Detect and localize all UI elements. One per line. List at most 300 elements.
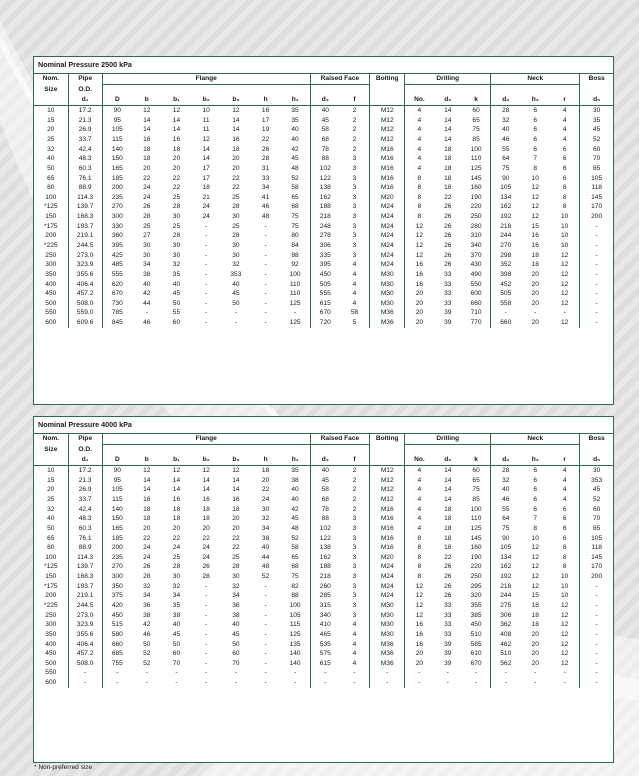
table-cell: 25	[232, 193, 240, 201]
table-cell: 14	[232, 486, 240, 494]
table-cell: -	[264, 299, 267, 307]
table-cell: 270	[102, 202, 132, 212]
table-cell: 32	[47, 145, 55, 153]
table-cell: 6	[562, 505, 567, 513]
table-cell: 33.7	[68, 495, 102, 505]
table-cell: 12	[561, 630, 569, 638]
table-cell: 8	[562, 563, 567, 571]
table-cell: 48	[291, 524, 299, 532]
table-cell: -	[370, 678, 405, 688]
table-cell: 34	[261, 184, 270, 192]
table-cell: 100	[45, 553, 57, 561]
table-cell: 6	[562, 174, 567, 182]
table-cell: 14	[444, 126, 452, 134]
table-cell: M12	[370, 485, 405, 495]
table-row	[34, 591, 613, 601]
table-cell: 2	[352, 505, 357, 513]
table-cell: 28	[232, 232, 240, 240]
header-blank	[162, 445, 192, 456]
table-cell: 46	[143, 319, 151, 327]
table-cell: 34	[172, 592, 181, 600]
table-cell: -	[205, 659, 208, 667]
table-cell: 10	[47, 467, 55, 475]
table-cell: 70	[232, 659, 240, 667]
table-cell: -	[580, 251, 613, 261]
table-cell: 190	[470, 553, 482, 561]
table-cell: -	[405, 678, 434, 688]
header-blank	[491, 85, 521, 96]
table-cell: 20	[531, 630, 539, 638]
table-cell: 39	[444, 659, 452, 667]
table-cell: 10	[561, 222, 569, 230]
table-cell: 17.2	[68, 466, 102, 476]
column-header: f	[340, 95, 370, 106]
table-cell: 32	[143, 582, 151, 590]
table-cell: 25	[172, 553, 181, 561]
table-cell: 3	[352, 213, 357, 221]
table-cell: 16	[172, 135, 181, 143]
table-cell: 30	[172, 213, 181, 221]
table-cell: 18	[444, 174, 452, 182]
table-cell: 14	[444, 116, 452, 124]
table-cell: 18	[531, 621, 539, 629]
column-header: d₂	[433, 95, 462, 106]
table-cell: 670	[470, 659, 482, 667]
table-cell: 3	[352, 241, 357, 249]
table-cell: 562	[491, 659, 521, 669]
table-cell: M16	[370, 505, 405, 515]
table-cell: 200	[580, 572, 613, 582]
column-header: d₄	[310, 455, 340, 466]
table-cell: 20	[405, 659, 434, 669]
table-row	[34, 106, 613, 116]
table-row	[34, 241, 613, 251]
table-cell: 4	[405, 495, 434, 505]
table-cell: M24	[370, 251, 405, 261]
table-cell: 18	[444, 534, 452, 542]
table-cell: 10	[561, 592, 569, 600]
table-cell: 248	[310, 222, 340, 232]
table-row	[34, 630, 613, 640]
table-cell: 4	[562, 467, 567, 475]
table-cell: 33	[444, 601, 452, 609]
table-cell: 75	[472, 486, 480, 494]
column-header: h₂	[520, 455, 550, 466]
header-blank	[370, 85, 405, 96]
table-cell: 20	[47, 126, 55, 134]
table-cell: 34	[232, 592, 240, 600]
table-cell: 3	[352, 232, 357, 240]
table-cell: 36	[143, 601, 151, 609]
table-cell: 200	[102, 183, 132, 193]
table-row	[34, 289, 613, 299]
table-cell: -	[310, 668, 340, 678]
table-cell: 18	[202, 184, 210, 192]
table-cell: 20	[531, 319, 539, 327]
table-row	[34, 193, 613, 203]
table-cell: 18	[531, 611, 539, 619]
table-cell: 45	[310, 116, 340, 126]
table-cell: 39	[444, 650, 452, 658]
table-cell: 4	[352, 261, 357, 269]
table-cell: 20	[531, 270, 539, 278]
table-cell: 7	[533, 155, 538, 163]
table-cell: 8	[405, 173, 434, 183]
column-header: b₃	[221, 95, 251, 106]
table-row	[34, 116, 613, 126]
table-cell: 31	[261, 164, 270, 172]
table-cell: 18	[444, 544, 452, 552]
table-cell: -	[353, 679, 356, 687]
table-cell: 30	[232, 573, 240, 581]
table-cell: -	[102, 678, 132, 688]
table-cell: 145	[580, 553, 613, 563]
table-cell: -	[205, 592, 208, 600]
table-cell: 8	[533, 524, 538, 532]
header-blank	[162, 85, 192, 96]
table-cell: *225	[44, 241, 58, 249]
table-cell: 20	[405, 299, 434, 309]
table-cell: 4	[352, 640, 357, 648]
table-cell: 26	[444, 573, 452, 581]
column-header: d₅	[580, 95, 613, 106]
table-cell: 370	[470, 251, 482, 259]
table-cell: 12	[405, 231, 434, 241]
header-blank	[520, 445, 550, 456]
table-cell: 18	[444, 164, 452, 172]
table-cell: -	[205, 290, 208, 298]
table-cell: 118	[580, 543, 613, 553]
table-row	[34, 485, 613, 495]
table-cell: M16	[370, 543, 405, 553]
table-cell: 52	[143, 659, 151, 667]
column-header: d₃	[491, 455, 521, 466]
table-cell: -	[145, 669, 148, 677]
table-cell: 20	[232, 524, 240, 532]
table-cell: 6	[562, 155, 567, 163]
table-cell: 165	[102, 524, 132, 534]
table-cell: 200	[102, 543, 132, 553]
table-cell: 12	[405, 611, 434, 621]
table-cell: -	[205, 280, 208, 288]
table-cell: 20	[405, 318, 434, 328]
table-cell: 16	[531, 232, 539, 240]
table-cell: 505	[310, 280, 340, 290]
table-cell: 38	[143, 611, 151, 619]
table-cell: 400	[45, 280, 57, 288]
table-cell: -	[580, 280, 613, 290]
table-cell: 14	[143, 476, 151, 484]
table-cell: 12	[202, 135, 210, 143]
table-panel-4000	[33, 416, 614, 763]
table-cell: 315	[310, 601, 340, 611]
column-header: r	[550, 455, 580, 466]
table-cell: -	[205, 640, 208, 648]
table-cell: 12	[172, 467, 181, 475]
table-cell: -	[205, 679, 208, 687]
table-cell: 32	[172, 261, 181, 269]
table-cell: 168.3	[68, 212, 102, 222]
table-cell: 8	[562, 203, 567, 211]
table-cell: 515	[102, 620, 132, 630]
table-cell: 340	[470, 241, 482, 249]
table-cell: 36	[232, 601, 240, 609]
table-cell: 6	[533, 495, 538, 503]
table-cell: 510	[491, 649, 521, 659]
table-cell: 33	[444, 290, 452, 298]
table-cell: 8	[405, 543, 434, 553]
column-header: d₅	[580, 455, 613, 466]
table-cell: 85	[580, 164, 613, 174]
table-cell: 188	[310, 202, 340, 212]
column-header: k	[462, 95, 491, 106]
table-row	[34, 202, 613, 212]
table-cell: M24	[370, 231, 405, 241]
table-cell: 16	[143, 495, 151, 503]
table-cell: 4	[352, 270, 357, 278]
table-cell: 22	[202, 534, 210, 542]
table-cell: M16	[370, 524, 405, 534]
table-cell: 139.7	[68, 202, 102, 212]
table-cell: -	[580, 668, 613, 678]
table-cell: M12	[370, 495, 405, 505]
table-row	[34, 183, 613, 193]
table-cell: 12	[531, 193, 539, 201]
column-header	[34, 455, 68, 466]
table-cell: 45	[232, 630, 240, 638]
table-cell: 21.3	[68, 116, 102, 126]
table-cell: 2	[352, 467, 357, 475]
table-cell: -	[264, 640, 267, 648]
table-cell: *175	[44, 582, 58, 590]
table-cell: 12	[561, 611, 569, 619]
table-cell: 20	[531, 290, 539, 298]
table-cell: 16	[531, 241, 539, 249]
table-cell: 122	[310, 173, 340, 183]
header-od: O.D.	[68, 445, 102, 456]
table-cell: -	[264, 659, 267, 667]
table-cell: -	[580, 630, 613, 640]
table-cell: 660	[102, 640, 132, 650]
table-cell: 20	[405, 308, 434, 318]
table-cell: 165	[102, 164, 132, 174]
table-cell: 250	[470, 213, 482, 221]
table-cell: 18	[531, 261, 539, 269]
table-cell: 33	[444, 611, 452, 619]
table-cell: 219.1	[68, 591, 102, 601]
table-cell: M24	[370, 582, 405, 592]
table-cell: 12	[143, 467, 151, 475]
header-size: Size	[44, 445, 58, 453]
table-cell: -	[293, 669, 297, 677]
table-cell: 340	[310, 611, 340, 621]
table-cell: 18	[444, 184, 452, 192]
table-cell: 12	[561, 659, 569, 667]
table-row	[34, 505, 613, 515]
table-cell: 20	[232, 515, 240, 523]
table-cell: 19	[261, 126, 270, 134]
table-cell: -	[264, 621, 267, 629]
table-cell: 450	[102, 611, 132, 621]
table-cell: 6	[533, 135, 538, 143]
table-cell: 22	[172, 174, 181, 182]
header-blank	[280, 85, 310, 96]
column-header	[370, 95, 405, 106]
table-cell: 21	[202, 193, 210, 201]
table-cell: 60.3	[68, 524, 102, 534]
table-cell: 14	[232, 126, 240, 134]
table-cell: 4	[562, 135, 567, 143]
table-cell: 76.1	[68, 173, 102, 183]
table-cell: M12	[370, 116, 405, 126]
table-cell: 65	[47, 174, 55, 182]
table-cell: 25	[172, 193, 181, 201]
table-cell: 2	[352, 476, 357, 484]
table-cell: 430	[470, 261, 482, 269]
table-cell: -	[264, 232, 267, 240]
table-cell: -	[264, 611, 267, 619]
table-cell: 219.1	[68, 231, 102, 241]
table-cell: 5	[352, 319, 357, 327]
table-cell: 40	[291, 126, 299, 134]
table-cell: 40	[491, 485, 521, 495]
table-cell: M24	[370, 202, 405, 212]
table-cell: 505	[491, 289, 521, 299]
table-cell: 12	[405, 601, 434, 611]
table-cell: 114.3	[68, 193, 102, 203]
table-cell: 26	[444, 261, 452, 269]
table-cell: 12	[561, 650, 569, 658]
column-header: No.	[405, 95, 434, 106]
table-cell: 14	[444, 476, 452, 484]
table-cell: M20	[370, 193, 405, 203]
table-cell: 16	[405, 270, 434, 280]
table-cell: 8	[405, 212, 434, 222]
table-cell: 12	[405, 251, 434, 261]
header-blank	[405, 85, 434, 96]
table-cell: 3	[352, 582, 357, 590]
table-cell: 10	[561, 582, 569, 590]
table-cell: M36	[370, 308, 405, 318]
table-cell: 6	[562, 534, 567, 542]
table-cell: 22	[143, 534, 151, 542]
table-cell: -	[205, 319, 208, 327]
table-cell: 3	[352, 534, 357, 542]
table-cell: 4	[352, 299, 357, 307]
table-cell: 406.4	[68, 640, 102, 650]
header-pipe: Pipe	[68, 74, 102, 85]
table-cell: 465	[310, 630, 340, 640]
table-cell: 24	[202, 203, 210, 211]
table-cell: 50	[172, 299, 181, 307]
table-cell: 14	[444, 107, 452, 115]
table-cell: -	[205, 222, 208, 230]
header-blank	[132, 445, 162, 456]
table-cell: 615	[310, 659, 340, 669]
table-cell: 145	[470, 534, 482, 542]
table-cell: 3	[352, 544, 357, 552]
table-cell: 22	[143, 174, 151, 182]
table-cell: 30	[232, 241, 240, 249]
table-cell: M16	[370, 183, 405, 193]
table-cell: 6	[533, 107, 538, 115]
table-cell: 244	[491, 591, 521, 601]
table-cell: 55	[491, 505, 521, 515]
table-cell: 150	[45, 573, 57, 581]
table-cell: 580	[102, 630, 132, 640]
table-cell: -	[491, 678, 521, 688]
table-cell: 4	[352, 280, 357, 288]
table-cell: -	[580, 601, 613, 611]
table-cell: 24	[261, 495, 270, 503]
table-cell: 40	[47, 515, 55, 523]
table-cell: 8	[405, 572, 434, 582]
header-blank	[433, 85, 462, 96]
table-cell: 3	[352, 203, 357, 211]
table-cell: 10	[561, 213, 569, 221]
table-cell: 620	[102, 280, 132, 290]
table-cell: 355	[470, 601, 482, 609]
table-cell: 162	[491, 202, 521, 212]
table-cell: 85	[580, 524, 613, 534]
header-blank	[462, 85, 491, 96]
table-cell: -	[68, 678, 102, 688]
table-cell: 84	[291, 241, 299, 249]
table-cell: 27	[143, 232, 151, 240]
header-boss: Boss	[580, 434, 613, 445]
table-cell: 14	[232, 476, 240, 484]
table-cell: 118	[580, 183, 613, 193]
table-cell: 6	[533, 145, 538, 153]
column-header: f	[340, 455, 370, 466]
table-cell: 270	[491, 241, 521, 251]
table-cell: 162	[491, 562, 521, 572]
table-cell: M30	[370, 270, 405, 280]
table-cell: 16	[405, 260, 434, 270]
table-cell: 450	[470, 621, 482, 629]
table-cell: 18	[444, 505, 452, 513]
table-cell: 140	[102, 145, 132, 155]
table-cell: 185	[102, 173, 132, 183]
header-blank	[221, 445, 251, 456]
table-cell: 508.0	[68, 659, 102, 669]
table-cell: 12	[531, 184, 539, 192]
table-cell: 14	[172, 116, 181, 124]
column-header: d₁	[68, 455, 102, 466]
table-cell: 260	[310, 582, 340, 592]
table-cell: -	[580, 620, 613, 630]
table-cell: 188	[310, 562, 340, 572]
table-cell: 4	[405, 476, 434, 486]
table-cell: 33	[261, 174, 270, 182]
table-row	[34, 476, 613, 486]
table-cell: 600	[470, 290, 482, 298]
table-cell: 18	[202, 505, 210, 513]
table-cell: -	[68, 668, 102, 678]
table-cell: 22	[444, 193, 452, 201]
table-cell: 14	[143, 486, 151, 494]
table-row	[34, 231, 613, 241]
table-cell: 18	[143, 155, 151, 163]
table-cell: 60	[232, 650, 240, 658]
header-bolting: Bolting	[370, 434, 405, 445]
table-cell: 270	[102, 562, 132, 572]
table-cell: 16	[405, 280, 434, 290]
table-cell: 26	[444, 213, 452, 221]
table-cell: 39	[444, 640, 452, 648]
table-cell: 28	[232, 563, 240, 571]
table-cell: 25	[47, 135, 55, 143]
